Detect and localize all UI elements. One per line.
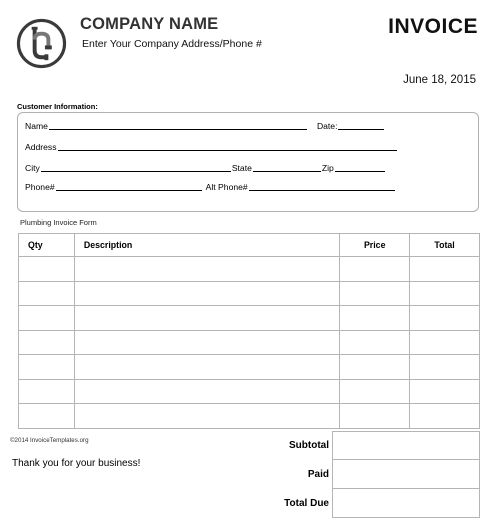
table-row <box>19 306 480 331</box>
qty-cell[interactable] <box>19 355 75 380</box>
description-cell[interactable] <box>74 306 339 331</box>
phone-label: Phone# <box>25 182 55 192</box>
customer-phone-row <box>25 182 396 192</box>
column-header-total: Total <box>410 234 480 257</box>
qty-cell[interactable] <box>19 330 75 355</box>
description-cell[interactable] <box>74 355 339 380</box>
table-row <box>19 355 480 380</box>
city-label: City <box>25 163 40 173</box>
totals-section <box>274 431 480 518</box>
alt-phone-label: Alt Phone# <box>205 182 248 192</box>
column-header-price: Price <box>340 234 410 257</box>
column-header-description: Description <box>74 234 339 257</box>
price-cell[interactable] <box>340 306 410 331</box>
state-label: State <box>231 163 252 173</box>
total-due-row <box>274 489 480 518</box>
invoice-date: June 18, 2015 <box>403 74 476 86</box>
customer-name-row <box>25 121 385 131</box>
description-cell[interactable] <box>74 281 339 306</box>
qty-cell[interactable] <box>19 281 75 306</box>
subtotal-field[interactable] <box>332 431 480 460</box>
total-cell[interactable] <box>410 257 480 282</box>
subtotal-label: Subtotal <box>289 440 329 451</box>
customer-city-row <box>25 163 386 173</box>
plumbing-pipe-logo-icon <box>16 18 67 69</box>
invoice-items-table <box>18 233 480 429</box>
total-cell[interactable] <box>410 379 480 404</box>
company-address: Enter Your Company Address/Phone # <box>82 38 262 50</box>
price-cell[interactable] <box>340 404 410 429</box>
qty-cell[interactable] <box>19 306 75 331</box>
table-row <box>19 257 480 282</box>
city-field[interactable] <box>41 164 231 172</box>
alt-phone-field[interactable] <box>249 183 395 191</box>
date-label: Date: <box>316 121 338 131</box>
copyright-text: ©2014 InvoiceTemplates.org <box>10 437 89 444</box>
description-cell[interactable] <box>74 330 339 355</box>
customer-info-heading: Customer Information: <box>17 102 98 111</box>
description-cell[interactable] <box>74 257 339 282</box>
zip-label: Zip <box>321 163 334 173</box>
description-cell[interactable] <box>74 379 339 404</box>
price-cell[interactable] <box>340 281 410 306</box>
qty-cell[interactable] <box>19 257 75 282</box>
total-cell[interactable] <box>410 355 480 380</box>
paid-field[interactable] <box>332 460 480 489</box>
table-row <box>19 330 480 355</box>
subtotal-row <box>274 431 480 460</box>
price-cell[interactable] <box>340 379 410 404</box>
form-title: Plumbing Invoice Form <box>20 218 97 227</box>
date-field[interactable] <box>338 122 384 130</box>
total-due-field[interactable] <box>332 489 480 518</box>
qty-cell[interactable] <box>19 404 75 429</box>
name-field[interactable] <box>49 122 307 130</box>
invoice-title: INVOICE <box>388 15 478 38</box>
total-cell[interactable] <box>410 404 480 429</box>
table-row <box>19 379 480 404</box>
total-cell[interactable] <box>410 306 480 331</box>
name-label: Name <box>25 121 48 131</box>
price-cell[interactable] <box>340 257 410 282</box>
column-header-qty: Qty <box>19 234 75 257</box>
phone-field[interactable] <box>56 183 202 191</box>
description-cell[interactable] <box>74 404 339 429</box>
paid-label: Paid <box>307 469 329 480</box>
qty-cell[interactable] <box>19 379 75 404</box>
total-cell[interactable] <box>410 281 480 306</box>
price-cell[interactable] <box>340 355 410 380</box>
address-label: Address <box>25 142 57 152</box>
address-field[interactable] <box>58 143 397 151</box>
thank-you-message: Thank you for your business! <box>12 458 141 469</box>
company-name: COMPANY NAME <box>80 15 219 33</box>
customer-address-row <box>25 142 398 152</box>
paid-row <box>274 460 480 489</box>
table-row <box>19 404 480 429</box>
zip-field[interactable] <box>335 164 385 172</box>
price-cell[interactable] <box>340 330 410 355</box>
state-field[interactable] <box>253 164 321 172</box>
total-due-label: Total Due <box>284 498 329 509</box>
table-header-row <box>19 234 480 257</box>
table-row <box>19 281 480 306</box>
total-cell[interactable] <box>410 330 480 355</box>
